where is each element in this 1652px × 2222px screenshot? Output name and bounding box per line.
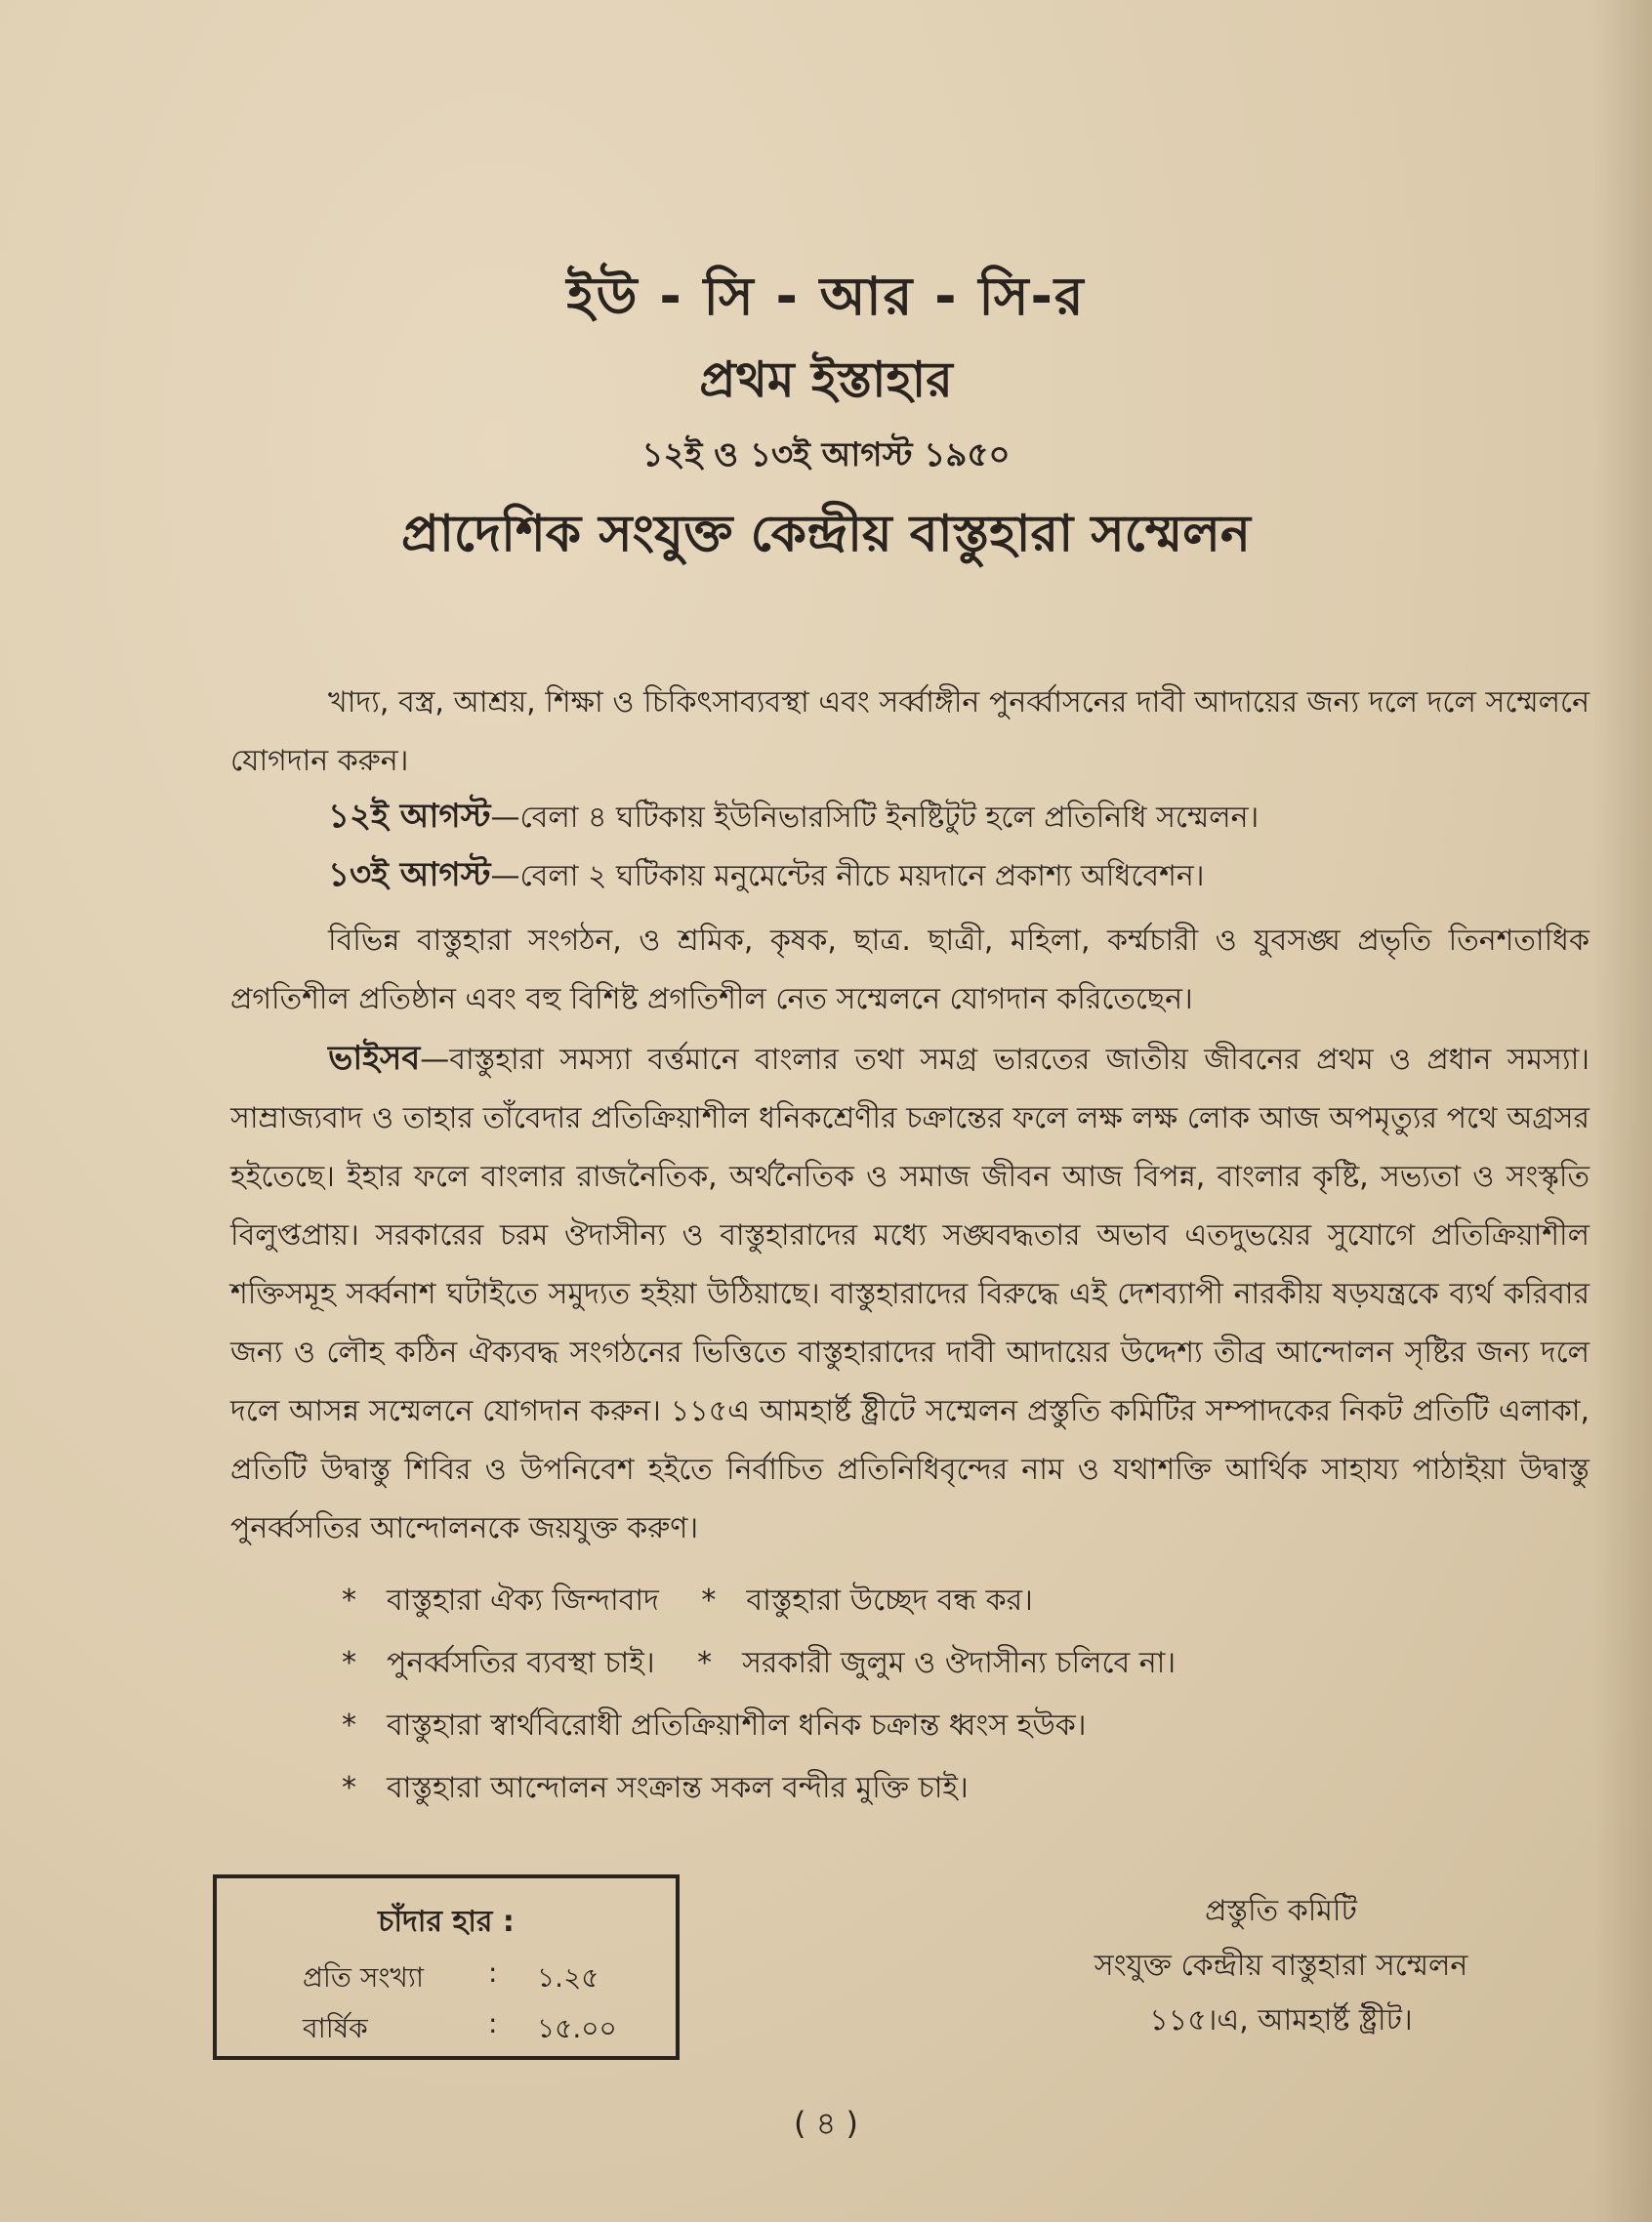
committee-signature bbox=[988, 1884, 1574, 2048]
slogan-line bbox=[342, 1695, 1513, 1757]
event-dates: ১২ই ও ১৩ই আগস্ট ১৯৫০ bbox=[641, 435, 1011, 474]
page-number: ( ৪ ) bbox=[793, 2105, 859, 2142]
subscription-row bbox=[303, 1956, 599, 2002]
appeal-lead: ভাইসব bbox=[328, 1039, 421, 1078]
schedule-day-1 bbox=[230, 787, 1590, 847]
bullet-star: * bbox=[342, 1646, 356, 1680]
committee-name: প্রস্তুতি কমিটি bbox=[1205, 1894, 1357, 1928]
conference-title: প্রাদেশিক সংযুক্ত কেন্দ্রীয় বাস্তুহারা সম্মেলন bbox=[401, 505, 1251, 563]
subscription-row bbox=[303, 2007, 617, 2053]
slogan-text: বাস্তুহারা আন্দোলন সংক্রান্ত সকল বন্দীর মুক্তি চাই। bbox=[387, 1771, 969, 1805]
slogan-text: পুনর্ব্বসতির ব্যবস্থা চাই। bbox=[387, 1646, 655, 1680]
subscription-label: প্রতি সংখ্যা bbox=[303, 1961, 424, 1994]
schedule-day-2 bbox=[230, 845, 1590, 906]
bullet-star: * bbox=[342, 1708, 356, 1743]
schedule-day-2-date: ১৩ই আগস্ট bbox=[328, 855, 491, 894]
intro-paragraph: খাদ্য, বস্ত্র, আশ্রয়, শিক্ষা ও চিকিৎসাব্যবস্থা এবং সর্ব্বাঙ্গীন পুনর্ব্বাসনের দাবী আদায়ের জন্য দলে দলে সম্মেলনে যোগদান করুন। bbox=[230, 685, 1590, 778]
slogan-text: বাস্তুহারা স্বার্থবিরোধী প্রতিক্রিয়াশীল ধনিক চক্রান্ত ধ্বংস হউক। bbox=[387, 1708, 1087, 1743]
appeal-paragraph bbox=[230, 1029, 1590, 1558]
slogan-text: বাস্তুহারা উচ্ছেদ বন্ধ কর। bbox=[746, 1584, 1033, 1618]
slogan-text: বাস্তুহারা ঐক্য জিন্দাবাদ bbox=[387, 1584, 659, 1618]
subscription-separator: : bbox=[488, 1956, 498, 1989]
slogan-text: সরকারী জুলুম ও ঔদাসীন্য চলিবে না। bbox=[742, 1646, 1177, 1680]
participants-paragraph: বিভিন্ন বাস্তুহারা সংগঠন, ও শ্রমিক, কৃষক, ছাত্র. ছাত্রী, মহিলা, কর্ম্মচারী ও যুবসঙ্ঘ প্রভৃতি তিনশতাধিক প্রগতিশীল প্রতিষ্ঠান এবং বহু বিশিষ্ট প্রগতিশীল নেত সম্মেলনে যোগদান করিতেছেন। bbox=[230, 924, 1590, 1016]
appeal-text: —বাস্তুহারা সমস্যা বর্ত্তমানে বাংলার তথা সমগ্র ভারতের জাতীয় জীবনের প্রথম ও প্রধান সমস্যা। সাম্রাজ্যবাদ ও তাহার তাঁবেদার প্রতিক্রিয়াশীল ধনিকশ্রেণীর চক্রান্তের ফলে লক্ষ লক্ষ লোক আজ অপমৃত্যুর পথে অগ্রসর হইতেছে। ইহার ফলে বাংলার রাজনৈতিক, অর্থনৈতিক ও সমাজ জীবন আজ বিপন্ন, বাংলার কৃষ্টি, সভ্যতা ও সংস্কৃতি বিলুপ্তপ্রায়। সরকারের চরম ঔদাসীন্য ও বাস্তুহারাদের মধ্যে সঙ্ঘবদ্ধতার অভাব এতদুভয়ের সুযোগে প্রতিক্রিয়াশীল শক্তিসমূহ সর্ব্বনাশ ঘটাইতে সমুদ্যত হইয়া উঠিয়াছে। বাস্তুহারাদের বিরুদ্ধে এই দেশব্যাপী নারকীয় ষড়যন্ত্রকে ব্যর্থ করিবার জন্য ও লৌহ কঠিন ঐক্যবদ্ধ সংগঠনের ভিত্তিতে বাস্তুহারাদের দাবী আদায়ের উদ্দেশ্য তীব্র আন্দোলন সৃষ্টির জন্য দলে দলে আসন্ন সম্মেলনে যোগদান করুন। ১১৫এ আমহার্ষ্ট ষ্ট্রীটে সম্মেলন প্রস্তুতি কমিটির সম্পাদকের নিকট প্রতিটি এলাকা, প্রতিটি উদ্বাস্তু শিবির ও উপনিবেশ হইতে নির্বাচিত প্রতিনিধিবৃন্দের নাম ও যথাশক্তি আর্থিক সাহায্য পাঠাইয়া উদ্বাস্তু পুনর্ব্বসতির আন্দোলনকে জয়যুক্ত করুণ। bbox=[230, 1043, 1590, 1545]
subscription-value: ১.২৫ bbox=[537, 1961, 599, 1994]
schedule-day-2-text: —বেলা ২ ঘটিকায় মনুমেন্টের নীচে ময়দানে প্রকাশ্য অধিবেশন। bbox=[490, 859, 1205, 893]
bullet-star: * bbox=[342, 1584, 356, 1618]
organization-heading: ইউ - সি - আর - সি-র bbox=[566, 266, 1086, 327]
subscription-box bbox=[213, 1874, 680, 2060]
schedule-day-1-text: —বেলা ৪ ঘটিকায় ইউনিভারসিটি ইনষ্টিটুট হলে প্রতিনিধি সম্মেলন। bbox=[490, 801, 1260, 835]
manifesto-title: প্রথম ইস্তাহার bbox=[699, 351, 953, 408]
committee-address: ১১৫।এ, আমহার্ষ্ট ষ্ট্রীট। bbox=[1149, 2003, 1413, 2037]
subscription-label: বার্ষিক bbox=[303, 2012, 368, 2044]
bullet-star: * bbox=[697, 1646, 713, 1680]
slogan-line bbox=[342, 1757, 1513, 1820]
bullet-star: * bbox=[701, 1584, 717, 1618]
subscription-value: ১৫.০০ bbox=[537, 2012, 617, 2044]
subscription-heading: চাঁদার হার : bbox=[378, 1905, 515, 1939]
slogan-line bbox=[342, 1570, 1513, 1632]
slogan-line bbox=[342, 1632, 1513, 1695]
committee-organization: সংযুক্ত কেন্দ্রীয় বাস্তুহারা সম্মেলন bbox=[1094, 1949, 1468, 1983]
schedule-day-1-date: ১২ই আগস্ট bbox=[328, 797, 491, 836]
bullet-star: * bbox=[342, 1771, 356, 1805]
subscription-separator: : bbox=[488, 2007, 498, 2039]
slogan-list bbox=[342, 1570, 1513, 1820]
